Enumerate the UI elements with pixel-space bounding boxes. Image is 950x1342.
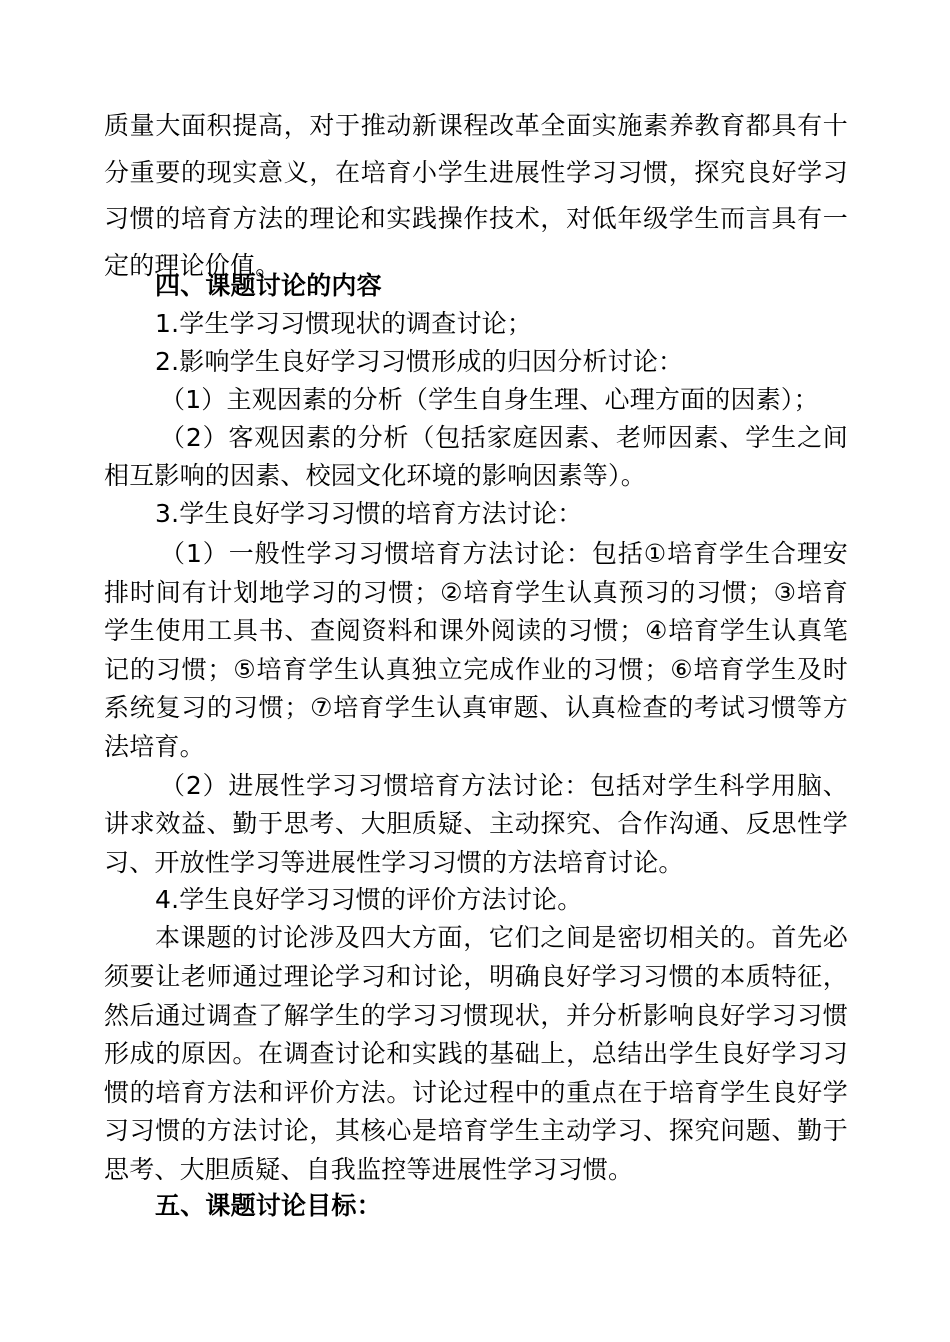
- body-line: 系统复习的习惯；⑦培育学生认真审题、认真检查的考试习惯等方: [104, 693, 848, 722]
- body-line: 习、开放性学习等进展性学习习惯的方法培育讨论。: [104, 848, 684, 877]
- body-line: 讲求效益、勤于思考、大胆质疑、主动探究、合作沟通、反思性学: [104, 809, 848, 838]
- body-line: 法培育。: [104, 732, 205, 761]
- list-subitem: （2）进展性学习习惯培育方法讨论：包括对学生科学用脑、: [160, 771, 848, 800]
- list-subitem: （1）一般性学习习惯培育方法讨论：包括①培育学生合理安: [160, 539, 848, 568]
- list-item: 4.学生良好学习习惯的评价方法讨论。: [155, 885, 583, 914]
- list-item: 1.学生学习习惯现状的调查讨论；: [155, 309, 533, 338]
- body-line: 排时间有计划地学习的习惯；②培育学生认真预习的习惯；③培育: [104, 578, 848, 607]
- paragraph-first-line: 本课题的讨论涉及四大方面，它们之间是密切相关的。首先必: [155, 923, 848, 952]
- body-line: 习惯的培育方法的理论和实践操作技术，对低年级学生而言具有一: [104, 204, 848, 233]
- list-subitem: （2）客观因素的分析（包括家庭因素、老师因素、学生之间: [160, 423, 848, 452]
- body-line: 然后通过调查了解学生的学习习惯现状，并分析影响良好学习习惯: [104, 1001, 848, 1030]
- body-line: 惯的培育方法和评价方法。讨论过程中的重点在于培育学生良好学: [104, 1078, 848, 1107]
- body-line: 记的习惯；⑤培育学生认真独立完成作业的习惯；⑥培育学生及时: [104, 655, 848, 684]
- list-subitem: （1）主观因素的分析（学生自身生理、心理方面的因素）；: [160, 385, 819, 414]
- section-heading: 五、课题讨论目标：: [155, 1191, 382, 1220]
- body-line: 分重要的现实意义，在培育小学生进展性学习习惯，探究良好学习: [104, 158, 848, 187]
- body-line: 形成的原因。在调查讨论和实践的基础上，总结出学生良好学习习: [104, 1039, 848, 1068]
- body-line: 须要让老师通过理论学习和讨论，明确良好学习习惯的本质特征，: [104, 962, 848, 991]
- body-line: 学生使用工具书、查阅资料和课外阅读的习惯；④培育学生认真笔: [104, 616, 848, 645]
- body-line: 思考、大胆质疑、自我监控等进展性学习习惯。: [104, 1155, 634, 1184]
- body-line: 定的理论价值。: [104, 251, 281, 280]
- section-heading: 四、课题讨论的内容: [155, 271, 382, 300]
- list-item: 3.学生良好学习习惯的培育方法讨论：: [155, 499, 583, 528]
- list-item: 2.影响学生良好学习习惯形成的归因分析讨论：: [155, 347, 684, 376]
- body-line: 习习惯的方法讨论，其核心是培育学生主动学习、探究问题、勤于: [104, 1116, 848, 1145]
- body-line: 质量大面积提高，对于推动新课程改革全面实施素养教育都具有十: [104, 111, 848, 140]
- body-line: 相互影响的因素、校园文化环境的影响因素等）。: [104, 461, 646, 490]
